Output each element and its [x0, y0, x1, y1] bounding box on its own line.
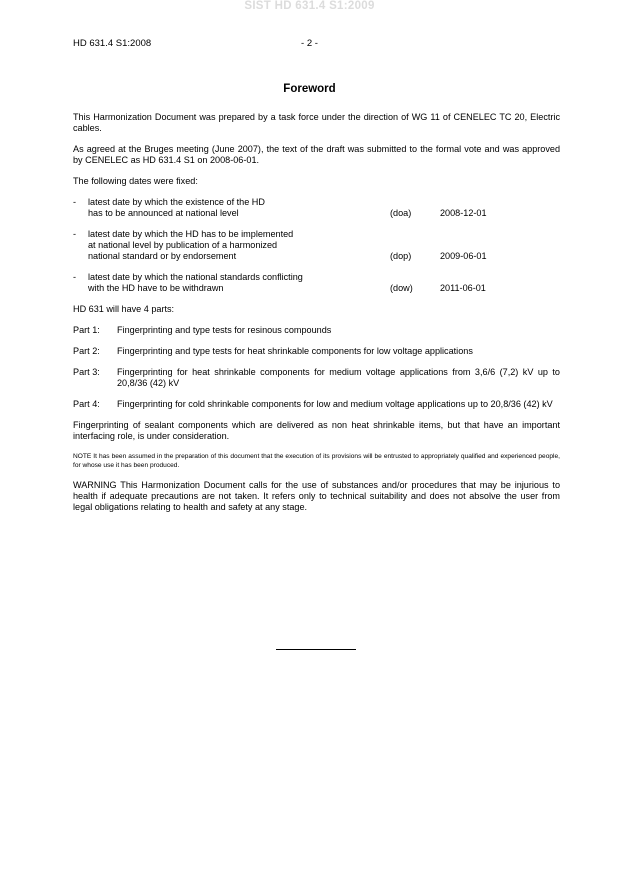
end-rule: [276, 649, 356, 650]
date-value: 2008-12-01: [440, 208, 487, 218]
part-text: Fingerprinting and type tests for resinous compounds: [117, 325, 332, 335]
date-value: 2011-06-01: [440, 283, 486, 293]
warning-paragraph: WARNING This Harmonization Document calls for the use of substances and/or procedures that may be injurious to health if adequate precautions are not taken. It refers only to technical suitability and does not absolve the user from legal obligations relating to health and safety at any stage.: [73, 480, 560, 512]
date-item-dow: [73, 272, 560, 294]
date-code: (dop): [390, 251, 412, 261]
part-text: Fingerprinting for cold shrinkable components for low and medium voltage applications up to 20,8/36 (42) kV: [117, 399, 553, 409]
page-title: Foreword: [283, 83, 336, 95]
date-code: (dow): [390, 283, 413, 293]
note-paragraph: NOTE It has been assumed in the preparation of this document that the execution of its provisions will be entrusted to appropriately qualified and experienced people, for whose use it has been produced.: [73, 453, 560, 469]
part-label: Part 2:: [73, 346, 100, 356]
sealant-paragraph: Fingerprinting of sealant components which are delivered as non heat shrinkable items, but that have an important interfacing role, is under consideration.: [73, 420, 560, 441]
part-label: Part 3:: [73, 367, 100, 377]
header-doc-id: HD 631.4 S1:2008: [73, 38, 152, 49]
part-text: Fingerprinting and type tests for heat shrinkable components for low voltage applications: [117, 346, 473, 356]
date-description: latest date by which the HD has to be implemented at national level by publication of a harmonized national standard or by endorsement: [88, 229, 294, 261]
intro-paragraph: This Harmonization Document was prepared by a task force under the direction of WG 11 of CENELEC TC 20, Electric cables.: [73, 112, 560, 133]
foreword-body: [73, 112, 560, 523]
date-description: latest date by which the existence of the HD has to be announced at national level: [88, 197, 265, 218]
watermark: SIST HD 631.4 S1:2009: [244, 0, 375, 12]
date-description: latest date by which the national standards conflicting with the HD have to be withdrawn: [88, 272, 303, 293]
part-label: Part 4:: [73, 399, 100, 409]
header-page-number: - 2 -: [301, 38, 318, 49]
date-item-doa: [73, 197, 560, 219]
part-item-3: [73, 367, 560, 389]
list-dash: -: [73, 272, 77, 282]
date-code: (doa): [390, 208, 412, 218]
dates-intro: The following dates were fixed:: [73, 176, 198, 186]
list-dash: -: [73, 197, 77, 207]
date-item-dop: [73, 229, 560, 262]
vote-paragraph: As agreed at the Bruges meeting (June 2007), the text of the draft was submitted to the formal vote and was approved by CENELEC as HD 631.4 S1 on 2008-06-01.: [73, 144, 560, 165]
part-label: Part 1:: [73, 325, 100, 335]
date-value: 2009-06-01: [440, 251, 487, 261]
part-item-1: [73, 325, 560, 336]
part-item-2: [73, 346, 560, 357]
part-item-4: [73, 399, 560, 410]
part-text: Fingerprinting for heat shrinkable components for medium voltage applications from 3,6/6 (7,2) kV up to 20,8/36 (42) kV: [117, 367, 560, 388]
dates-list: [73, 197, 560, 294]
parts-intro: HD 631 will have 4 parts:: [73, 304, 175, 314]
list-dash: -: [73, 229, 77, 239]
